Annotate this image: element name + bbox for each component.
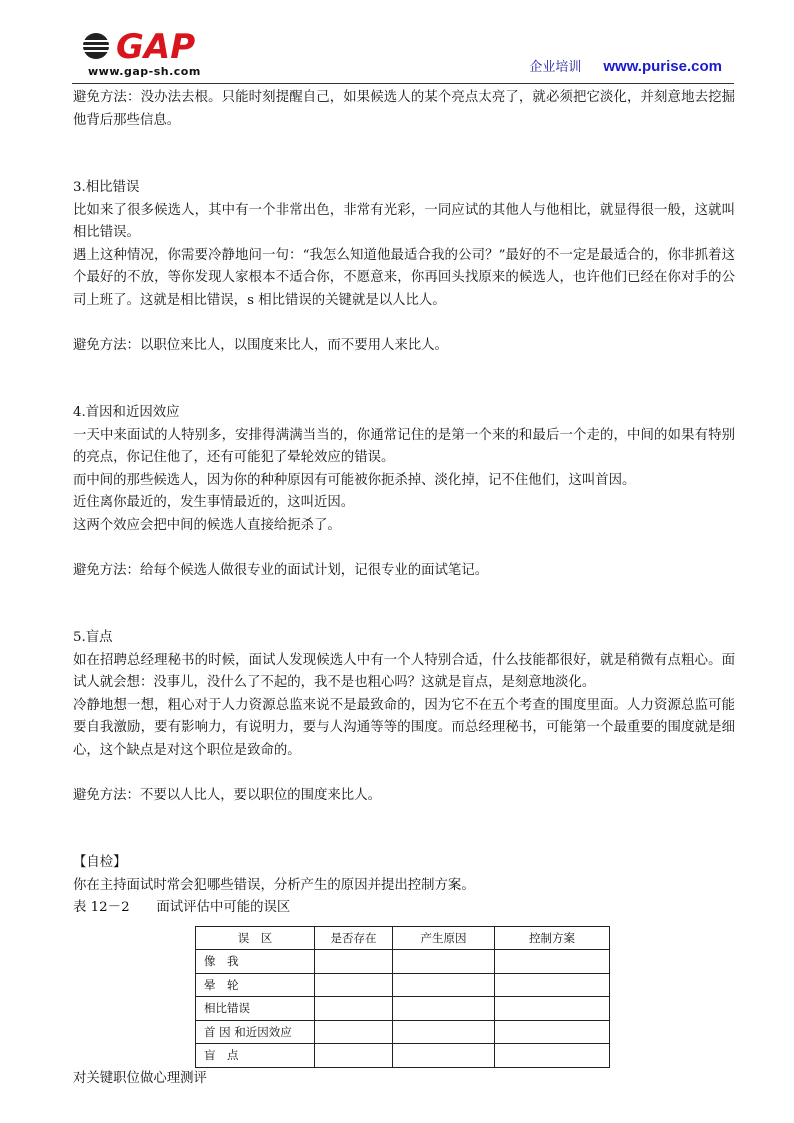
table-cell bbox=[315, 1044, 393, 1068]
error-table bbox=[195, 926, 610, 1068]
section-4-avoid: 避免方法：给每个候选人做很专业的面试计划，记很专业的面试笔记。 bbox=[73, 562, 489, 578]
svg-text:GAP: GAP bbox=[116, 27, 196, 67]
section-3-paragraph: 遇上这种情况，你需要冷静地问一句：“我怎么知道他最适合我的公司？”最好的不一定是最适合的，你非抓着这个最好的不放，等你发现人家根本不适合你，不愿意来，你再回头找原来的候选人，也许他们已经在你对手的公司上班了。这就是相比错误，s 相比错误的关键就是以人比人。 bbox=[73, 247, 735, 308]
table-cell bbox=[393, 997, 495, 1021]
table-header-cell: 产生原因 bbox=[393, 926, 495, 950]
section-4-paragraph: 一天中来面试的人特别多，安排得满满当当的，你通常记住的是第一个来的和最后一个走的，中间的如果有特别的亮点，你记住他了，还有可能犯了晕轮效应的错误。 bbox=[73, 427, 735, 465]
table-cell bbox=[315, 1020, 393, 1044]
table-cell bbox=[495, 1044, 610, 1068]
table-cell bbox=[393, 1044, 495, 1068]
table-row bbox=[196, 1044, 610, 1068]
self-check-text: 你在主持面试时常会犯哪些错误，分析产生的原因并提出控制方案。 bbox=[73, 877, 475, 893]
website-link[interactable]: www.purise.com bbox=[603, 58, 722, 75]
section-5-title: 5.盲点 bbox=[73, 630, 113, 645]
logo-site-text: www.gap-sh.com bbox=[88, 65, 201, 78]
table-row-label: 像 我 bbox=[196, 950, 315, 974]
table-cell bbox=[495, 1020, 610, 1044]
table-cell bbox=[495, 950, 610, 974]
footer-caption: 对关键职位做心理测评 bbox=[73, 1070, 207, 1086]
table-cell bbox=[315, 997, 393, 1021]
table-header-cell: 控制方案 bbox=[495, 926, 610, 950]
section-4-title: 4.首因和近因效应 bbox=[73, 405, 180, 420]
section-4-paragraph: 这两个效应会把中间的候选人直接给扼杀了。 bbox=[73, 517, 341, 533]
table-row bbox=[196, 950, 610, 974]
table-caption: 表 12－2 面试评估中可能的误区 bbox=[73, 900, 291, 915]
table-cell bbox=[393, 950, 495, 974]
table-cell bbox=[393, 1020, 495, 1044]
table-row bbox=[196, 997, 610, 1021]
table-row bbox=[196, 973, 610, 997]
training-link[interactable]: 企业培训 bbox=[529, 60, 582, 75]
table-header-cell: 是否存在 bbox=[315, 926, 393, 950]
avoid-paragraph: 避免方法：没办法去根。只能时刻提醒自己，如果候选人的某个亮点太亮了，就必须把它淡化，并刻意地去挖掘他背后那些信息。 bbox=[73, 90, 735, 128]
section-5-paragraph: 如在招聘总经理秘书的时候，面试人发现候选人中有一个人特别合适，什么技能都很好，就是稍微有点粗心。面试人就会想：没事儿，没什么了不起的，我不是也粗心吗？这就是盲点，是刻意地淡化。 bbox=[73, 652, 735, 690]
section-3-avoid: 避免方法：以职位来比人，以围度来比人，而不要用人来比人。 bbox=[73, 337, 448, 353]
document-body bbox=[73, 87, 735, 1090]
section-3-paragraph: 比如来了很多候选人，其中有一个非常出色，非常有光彩，一同应试的其他人与他相比，就显得很一般，这就叫相比错误。 bbox=[73, 202, 735, 240]
table-row-label: 盲 点 bbox=[196, 1044, 315, 1068]
section-5-paragraph: 冷静地想一想，粗心对于人力资源总监来说不是最致命的，因为它不在五个考查的围度里面。人力资源总监可能要自我激励，要有影响力，有说明力，要与人沟通等等的围度。而总经理秘书，可能第一个最重要的围度就是细心，这个缺点是对这个职位是致命的。 bbox=[73, 697, 735, 758]
page-header bbox=[0, 0, 794, 90]
table-row-label: 首 因 和近因效应 bbox=[196, 1020, 315, 1044]
table-row bbox=[196, 1020, 610, 1044]
self-check-title: 【自检】 bbox=[73, 855, 127, 870]
table-cell bbox=[315, 950, 393, 974]
table-cell bbox=[495, 997, 610, 1021]
table-cell bbox=[315, 973, 393, 997]
table-row-label: 相比错误 bbox=[196, 997, 315, 1021]
section-4-paragraph: 近住离你最近的，发生事情最近的，这叫近因。 bbox=[73, 495, 355, 510]
section-3-title: 3.相比错误 bbox=[73, 180, 140, 195]
table-header-row bbox=[196, 926, 610, 950]
table-cell bbox=[495, 973, 610, 997]
table-row-label: 晕 轮 bbox=[196, 973, 315, 997]
table-header-cell: 误 区 bbox=[196, 926, 315, 950]
header-divider bbox=[72, 83, 734, 84]
section-5-avoid: 避免方法：不要以人比人，要以职位的围度来比人。 bbox=[73, 787, 381, 803]
section-4-paragraph: 而中间的那些候选人，因为你的种种原因有可能被你扼杀掉、淡化掉，记不住他们，这叫首因。 bbox=[73, 472, 636, 488]
table-cell bbox=[393, 973, 495, 997]
